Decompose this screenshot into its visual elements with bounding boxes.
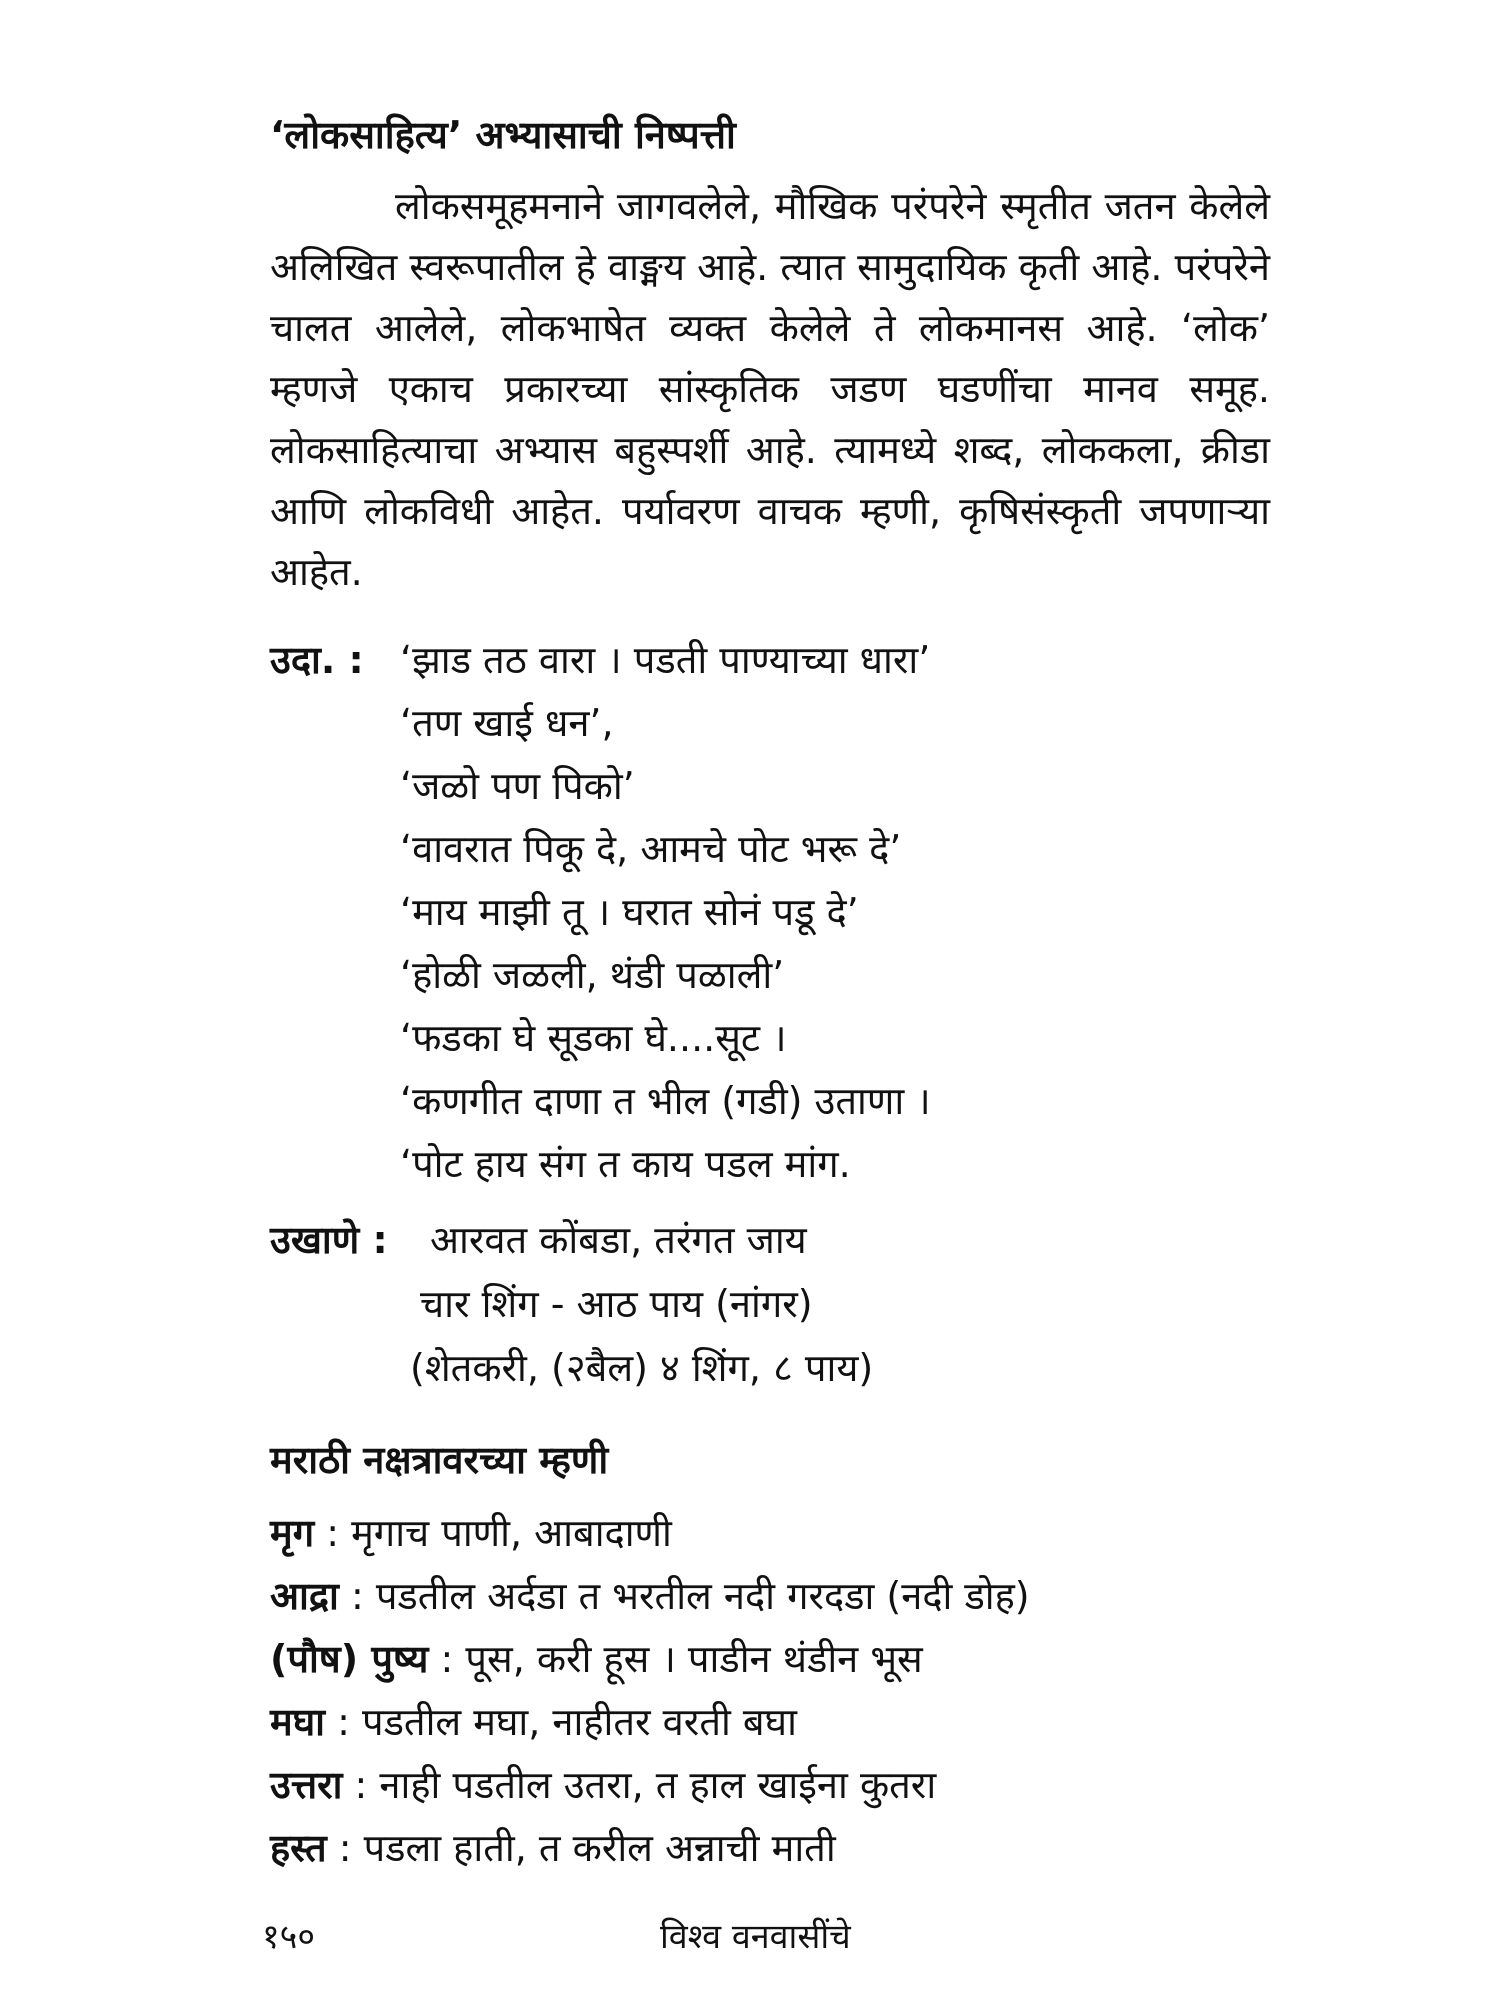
book-title-footer: विश्व वनवासींचे (660, 1917, 851, 1957)
nakshatra-label: मृग (270, 1511, 315, 1555)
proverb-line-pushya (270, 1632, 923, 1684)
page-number: १५० (262, 1917, 316, 1957)
proverb-text: : मृगाच पाणी, आबादाणी (314, 1511, 672, 1555)
example-line: ‘जळो पण पिको’ (400, 764, 635, 808)
proverb-line-magha (270, 1695, 797, 1747)
proverb-text: : पूस, करी हूस । पाडीन थंडीन भूस (428, 1637, 923, 1681)
example-line: ‘फडका घे सूडका घे....सूट । (400, 1016, 787, 1060)
example-line: ‘पोट हाय संग त काय पडल मांग. (400, 1142, 851, 1186)
nakshatra-label: मघा (270, 1700, 326, 1744)
nakshatra-label: उत्तरा (270, 1763, 343, 1807)
proverb-text: : पडला हाती, त करील अन्नाची माती (326, 1826, 836, 1870)
riddle-label: उखाणे : (270, 1218, 388, 1262)
riddle-line: आरवत कोंबडा, तरंगत जाय (430, 1218, 807, 1262)
example-line: ‘माय माझी तू । घरात सोनं पडू दे’ (400, 890, 859, 934)
proverb-line-uttara (270, 1758, 936, 1810)
proverb-text: : पडतील मघा, नाहीतर वरती बघा (325, 1700, 797, 1744)
example-line: ‘तण खाई धन’, (400, 701, 614, 745)
intro-paragraph: लोकसमूहमनाने जागवलेले, मौखिक परंपरेने स्मृतीत जतन केलेले अलिखित स्वरूपातील हे वाङ्मय आहे. त्यात सामुदायिक कृती आहे. परंपरेने चालत आलेले, लोकभाषेत व्यक्त केलेले ते लोकमानस आहे. ‘लोक’ म्हणजे एकाच प्रकारच्या सांस्कृतिक जडण घडणींचा मानव समूह. लोकसाहित्याचा अभ्यास बहुस्पर्शी आहे. त्यामध्ये शब्द, लोककला, क्रीडा आणि लोकविधी आहेत. पर्यावरण वाचक म्हणी, कृषिसंस्कृती जपणाऱ्या आहेत. (270, 184, 1270, 594)
section-title-nakshatra-proverbs: मराठी नक्षत्रावरच्या म्हणी (270, 1438, 609, 1482)
riddle-line: (शेतकरी, (२बैल) ४ शिंग, ८ पाय) (410, 1346, 874, 1390)
nakshatra-label: हस्त (270, 1826, 327, 1870)
example-line: ‘कणगीत दाणा त भील (गडी) उताणा । (400, 1079, 931, 1123)
nakshatra-label: (पौष) पुष्य (270, 1637, 429, 1681)
proverb-line-mrug (270, 1506, 672, 1558)
example-line: ‘होळी जळली, थंडी पळाली’ (400, 953, 785, 997)
nakshatra-label: आद्रा (270, 1574, 339, 1618)
proverb-text: : नाही पडतील उतरा, त हाल खाईना कुतरा (342, 1763, 937, 1807)
example-line: ‘वावरात पिकू दे, आमचे पोट भरू दे’ (400, 827, 902, 871)
proverb-line-adra (270, 1569, 1030, 1621)
example-label: उदा. : (270, 638, 364, 682)
example-line: ‘झाड तठ वारा । पडती पाण्याच्या धारा’ (400, 638, 931, 682)
proverb-line-hasta (270, 1821, 836, 1873)
riddle-line: चार शिंग - आठ पाय (नांगर) (420, 1282, 813, 1326)
proverb-text: : पडतील अर्दडा त भरतील नदी गरदडा (नदी डोह) (338, 1574, 1030, 1618)
section-title-folk-literature: ‘लोकसाहित्य’ अभ्यासाची निष्पत्ती (270, 113, 736, 157)
